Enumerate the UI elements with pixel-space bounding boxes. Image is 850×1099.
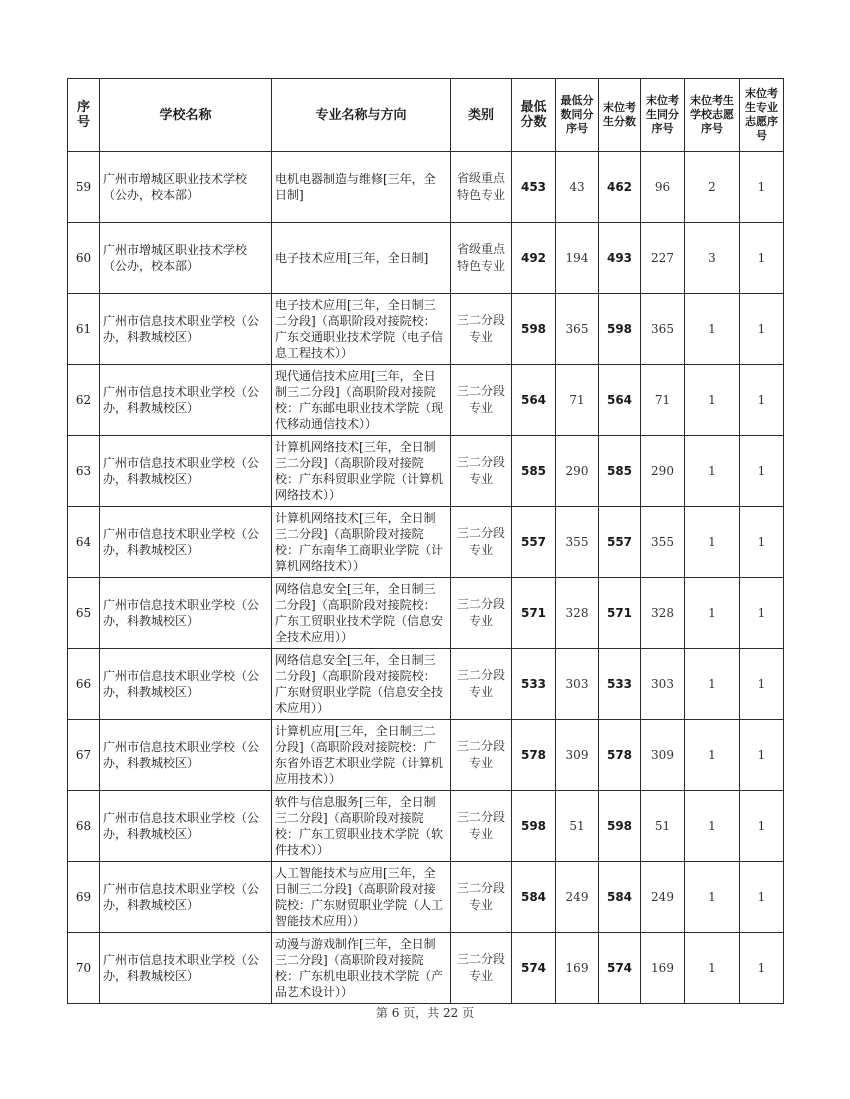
cell-last-rank: 96 (641, 152, 685, 223)
cell-min-rank: 328 (556, 578, 599, 649)
cell-school-pref: 1 (685, 862, 740, 933)
cell-last-rank: 227 (641, 223, 685, 294)
cell-min-score: 598 (512, 294, 556, 365)
cell-last-rank: 355 (641, 507, 685, 578)
cell-major: 计算机网络技术[三年，全日制三二分段]（高职阶段对接院校：广东科贸职业学院（计算机网络技术）） (272, 436, 451, 507)
cell-last-score: 462 (599, 152, 641, 223)
cell-major-pref: 1 (740, 862, 784, 933)
cell-major: 电子技术应用[三年，全日制三二分段]（高职阶段对接院校：广东交通职业技术学院（电子信息工程技术）） (272, 294, 451, 365)
cell-seq: 69 (68, 862, 100, 933)
cell-seq: 59 (68, 152, 100, 223)
cell-min-score: 533 (512, 649, 556, 720)
cell-min-rank: 365 (556, 294, 599, 365)
table-row (68, 578, 784, 649)
cell-school: 广州市增城区职业技术学校（公办，校本部） (100, 223, 272, 294)
header-category: 类别 (451, 79, 512, 152)
cell-major: 电子技术应用[三年，全日制] (272, 223, 451, 294)
cell-last-score: 598 (599, 294, 641, 365)
cell-major: 网络信息安全[三年，全日制三二分段]（高职阶段对接院校：广东财贸职业学院（信息安全技术应用）） (272, 649, 451, 720)
cell-school-pref: 1 (685, 507, 740, 578)
cell-school: 广州市信息技术职业学校（公办，科教城校区） (100, 507, 272, 578)
cell-last-score: 533 (599, 649, 641, 720)
cell-major-pref: 1 (740, 933, 784, 1004)
cell-category: 三二分段专业 (451, 791, 512, 862)
cell-min-rank: 194 (556, 223, 599, 294)
cell-last-score: 493 (599, 223, 641, 294)
cell-school-pref: 1 (685, 294, 740, 365)
cell-min-rank: 71 (556, 365, 599, 436)
header-min-rank: 最低分数同分序号 (556, 79, 599, 152)
cell-last-rank: 169 (641, 933, 685, 1004)
cell-min-score: 453 (512, 152, 556, 223)
cell-school: 广州市信息技术职业学校（公办，科教城校区） (100, 649, 272, 720)
cell-major: 计算机网络技术[三年，全日制三二分段]（高职阶段对接院校：广东南华工商职业学院（计算机网络技术）） (272, 507, 451, 578)
cell-major-pref: 1 (740, 720, 784, 791)
cell-seq: 68 (68, 791, 100, 862)
cell-school-pref: 1 (685, 720, 740, 791)
cell-school-pref: 1 (685, 933, 740, 1004)
cell-last-rank: 51 (641, 791, 685, 862)
cell-min-rank: 249 (556, 862, 599, 933)
cell-min-score: 578 (512, 720, 556, 791)
admissions-table (67, 78, 784, 1004)
cell-last-score: 574 (599, 933, 641, 1004)
cell-category: 三二分段专业 (451, 436, 512, 507)
table-row (68, 294, 784, 365)
cell-school: 广州市信息技术职业学校（公办，科教城校区） (100, 933, 272, 1004)
cell-major: 电机电器制造与维修[三年，全日制] (272, 152, 451, 223)
cell-min-score: 584 (512, 862, 556, 933)
cell-last-score: 571 (599, 578, 641, 649)
cell-last-rank: 309 (641, 720, 685, 791)
table-row (68, 720, 784, 791)
cell-school-pref: 3 (685, 223, 740, 294)
cell-school-pref: 1 (685, 436, 740, 507)
cell-school: 广州市信息技术职业学校（公办，科教城校区） (100, 436, 272, 507)
cell-category: 三二分段专业 (451, 294, 512, 365)
cell-seq: 64 (68, 507, 100, 578)
cell-school: 广州市信息技术职业学校（公办，科教城校区） (100, 862, 272, 933)
cell-category: 三二分段专业 (451, 720, 512, 791)
cell-min-score: 574 (512, 933, 556, 1004)
cell-last-rank: 365 (641, 294, 685, 365)
cell-major-pref: 1 (740, 223, 784, 294)
table-row (68, 436, 784, 507)
cell-school-pref: 1 (685, 578, 740, 649)
cell-last-score: 564 (599, 365, 641, 436)
cell-major: 网络信息安全[三年，全日制三二分段]（高职阶段对接院校：广东工贸职业技术学院（信息安全技术应用）） (272, 578, 451, 649)
cell-major-pref: 1 (740, 294, 784, 365)
cell-min-rank: 309 (556, 720, 599, 791)
cell-category: 三二分段专业 (451, 507, 512, 578)
header-school: 学校名称 (100, 79, 272, 152)
header-last-score: 末位考生分数 (599, 79, 641, 152)
table-row (68, 862, 784, 933)
table-row (68, 507, 784, 578)
cell-last-score: 585 (599, 436, 641, 507)
cell-min-score: 564 (512, 365, 556, 436)
table-row (68, 365, 784, 436)
cell-category: 省级重点特色专业 (451, 152, 512, 223)
table-row (68, 152, 784, 223)
table-row (68, 791, 784, 862)
cell-major-pref: 1 (740, 507, 784, 578)
cell-min-rank: 355 (556, 507, 599, 578)
cell-school: 广州市增城区职业技术学校（公办，校本部） (100, 152, 272, 223)
cell-last-score: 557 (599, 507, 641, 578)
page-footer: 第 6 页，共 22 页 (375, 1006, 475, 1020)
header-major-pref: 末位考生专业志愿序号 (740, 79, 784, 152)
cell-school-pref: 1 (685, 791, 740, 862)
cell-school-pref: 2 (685, 152, 740, 223)
cell-last-score: 598 (599, 791, 641, 862)
header-school-pref: 末位考生学校志愿序号 (685, 79, 740, 152)
cell-last-rank: 71 (641, 365, 685, 436)
cell-min-score: 598 (512, 791, 556, 862)
cell-major: 人工智能技术与应用[三年，全日制三二分段]（高职阶段对接院校：广东财贸职业学院（人工智能技术应用）） (272, 862, 451, 933)
cell-min-score: 585 (512, 436, 556, 507)
cell-school-pref: 1 (685, 649, 740, 720)
cell-major-pref: 1 (740, 436, 784, 507)
cell-school: 广州市信息技术职业学校（公办，科教城校区） (100, 791, 272, 862)
header-row (68, 79, 784, 152)
cell-min-rank: 290 (556, 436, 599, 507)
table-row (68, 649, 784, 720)
cell-major-pref: 1 (740, 791, 784, 862)
cell-school: 广州市信息技术职业学校（公办，科教城校区） (100, 578, 272, 649)
cell-category: 三二分段专业 (451, 862, 512, 933)
cell-category: 三二分段专业 (451, 933, 512, 1004)
cell-min-score: 571 (512, 578, 556, 649)
cell-min-score: 557 (512, 507, 556, 578)
cell-major-pref: 1 (740, 365, 784, 436)
cell-seq: 65 (68, 578, 100, 649)
cell-min-score: 492 (512, 223, 556, 294)
table-row (68, 933, 784, 1004)
cell-last-score: 584 (599, 862, 641, 933)
cell-seq: 70 (68, 933, 100, 1004)
cell-last-rank: 328 (641, 578, 685, 649)
header-seq: 序号 (68, 79, 100, 152)
table-body (68, 152, 784, 1004)
cell-seq: 60 (68, 223, 100, 294)
cell-last-rank: 249 (641, 862, 685, 933)
cell-min-rank: 51 (556, 791, 599, 862)
header-last-rank: 末位考生同分序号 (641, 79, 685, 152)
cell-last-rank: 290 (641, 436, 685, 507)
cell-last-rank: 303 (641, 649, 685, 720)
cell-seq: 67 (68, 720, 100, 791)
cell-category: 三二分段专业 (451, 649, 512, 720)
cell-major: 软件与信息服务[三年，全日制三二分段]（高职阶段对接院校：广东工贸职业技术学院（软件技术）） (272, 791, 451, 862)
cell-major-pref: 1 (740, 649, 784, 720)
cell-seq: 66 (68, 649, 100, 720)
cell-major-pref: 1 (740, 578, 784, 649)
cell-school: 广州市信息技术职业学校（公办，科教城校区） (100, 294, 272, 365)
cell-category: 三二分段专业 (451, 365, 512, 436)
cell-last-score: 578 (599, 720, 641, 791)
cell-major: 计算机应用[三年，全日制三二分段]（高职阶段对接院校：广东省外语艺术职业学院（计算机应用技术）） (272, 720, 451, 791)
cell-seq: 63 (68, 436, 100, 507)
cell-seq: 62 (68, 365, 100, 436)
cell-min-rank: 43 (556, 152, 599, 223)
cell-seq: 61 (68, 294, 100, 365)
cell-min-rank: 169 (556, 933, 599, 1004)
cell-category: 三二分段专业 (451, 578, 512, 649)
table-row (68, 223, 784, 294)
cell-school: 广州市信息技术职业学校（公办，科教城校区） (100, 720, 272, 791)
cell-major-pref: 1 (740, 152, 784, 223)
header-min-score: 最低分数 (512, 79, 556, 152)
header-major: 专业名称与方向 (272, 79, 451, 152)
cell-school: 广州市信息技术职业学校（公办，科教城校区） (100, 365, 272, 436)
cell-category: 省级重点特色专业 (451, 223, 512, 294)
cell-major: 动漫与游戏制作[三年，全日制三二分段]（高职阶段对接院校：广东机电职业技术学院（产品艺术设计）） (272, 933, 451, 1004)
cell-major: 现代通信技术应用[三年，全日制三二分段]（高职阶段对接院校：广东邮电职业技术学院（现代移动通信技术）） (272, 365, 451, 436)
cell-school-pref: 1 (685, 365, 740, 436)
cell-min-rank: 303 (556, 649, 599, 720)
